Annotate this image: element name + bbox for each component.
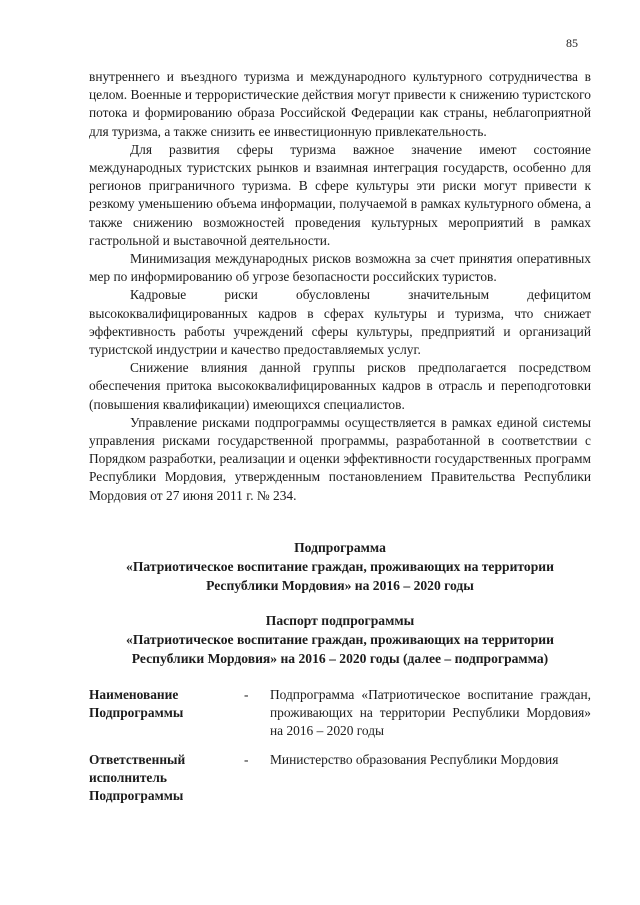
- paragraph: внутреннего и въездного туризма и международного культурного сотрудничества в целом. Военные и террористические действия могут привести к снижению туристского потока и формированию образа Российской Федерации как страны, неблагоприятной для туризма, а также снизить ее инвестиционную привлекательность.: [89, 69, 591, 139]
- passport-row-value: Подпрограмма «Патриотическое воспитание граждан, проживающих на территории Республики Мордовия» на 2016 – 2020 годы: [270, 687, 591, 739]
- subprogram-name-line: Республики Мордовия» на 2016 – 2020 годы: [206, 578, 474, 593]
- body-text: [89, 68, 591, 505]
- subprogram-heading: [89, 538, 591, 595]
- passport-row-value: Министерство образования Республики Мордовия: [270, 752, 559, 767]
- paragraph: Минимизация международных рисков возможна за счет принятия оперативных мер по информированию об угрозе безопасности российских туристов.: [89, 251, 591, 285]
- subprogram-name-line: «Патриотическое воспитание граждан, проживающих на территории: [126, 559, 554, 574]
- passport-name-line: Республики Мордовия» на 2016 – 2020 годы (далее – подпрограмма): [131, 651, 549, 666]
- passport-name-line: «Патриотическое воспитание граждан, проживающих на территории: [126, 632, 554, 647]
- passport-row-dash: -: [244, 752, 249, 767]
- paragraph: Снижение влияния данной группы рисков предполагается посредством обеспечения притока высококвалифицированных кадров в отрасль и переподготовки (повышения квалификации) имеющихся специалистов.: [89, 360, 591, 412]
- page-number: 85: [566, 36, 578, 50]
- subprogram-title: Подпрограмма: [294, 540, 386, 555]
- passport-row-dash: -: [244, 687, 249, 702]
- paragraph: Для развития сферы туризма важное значение имеют состояние международных туристских рынков и взаимная интеграция государств, особенно для регионов приграничного туризма. В сфере культуры эти риски могут привести к резкому уменьшению объема информации, получаемой в рамках культурного обмена, а также снижению возможностей проведения культурных мероприятий в рамках гастрольной и выставочной деятельности.: [89, 141, 591, 248]
- paragraph: Кадровые риски обусловлены значительным дефицитом высококвалифицированных кадров в сферах культуры и туризма, что снижает эффективность работы учреждений сферы культуры, предприятий и организаций туристской индустрии и качество предоставляемых услуг.: [89, 287, 591, 358]
- paragraph: Управление рисками подпрограммы осуществляется в рамках единой системы управления рисками государственной программы, разработанной в соответствии с Порядком разработки, реализации и оценки эффективности государственных программ Республики Мордовия, утвержденным постановлением Правительства Республики Мордовия от 27 июня 2011 г. № 234.: [89, 414, 591, 503]
- passport-row-label: Ответственный исполнитель Подпрограммы: [89, 752, 186, 804]
- passport-title: Паспорт подпрограммы: [265, 613, 415, 628]
- passport-row-label: Наименование Подпрограммы: [89, 687, 184, 721]
- passport-heading: [89, 611, 591, 668]
